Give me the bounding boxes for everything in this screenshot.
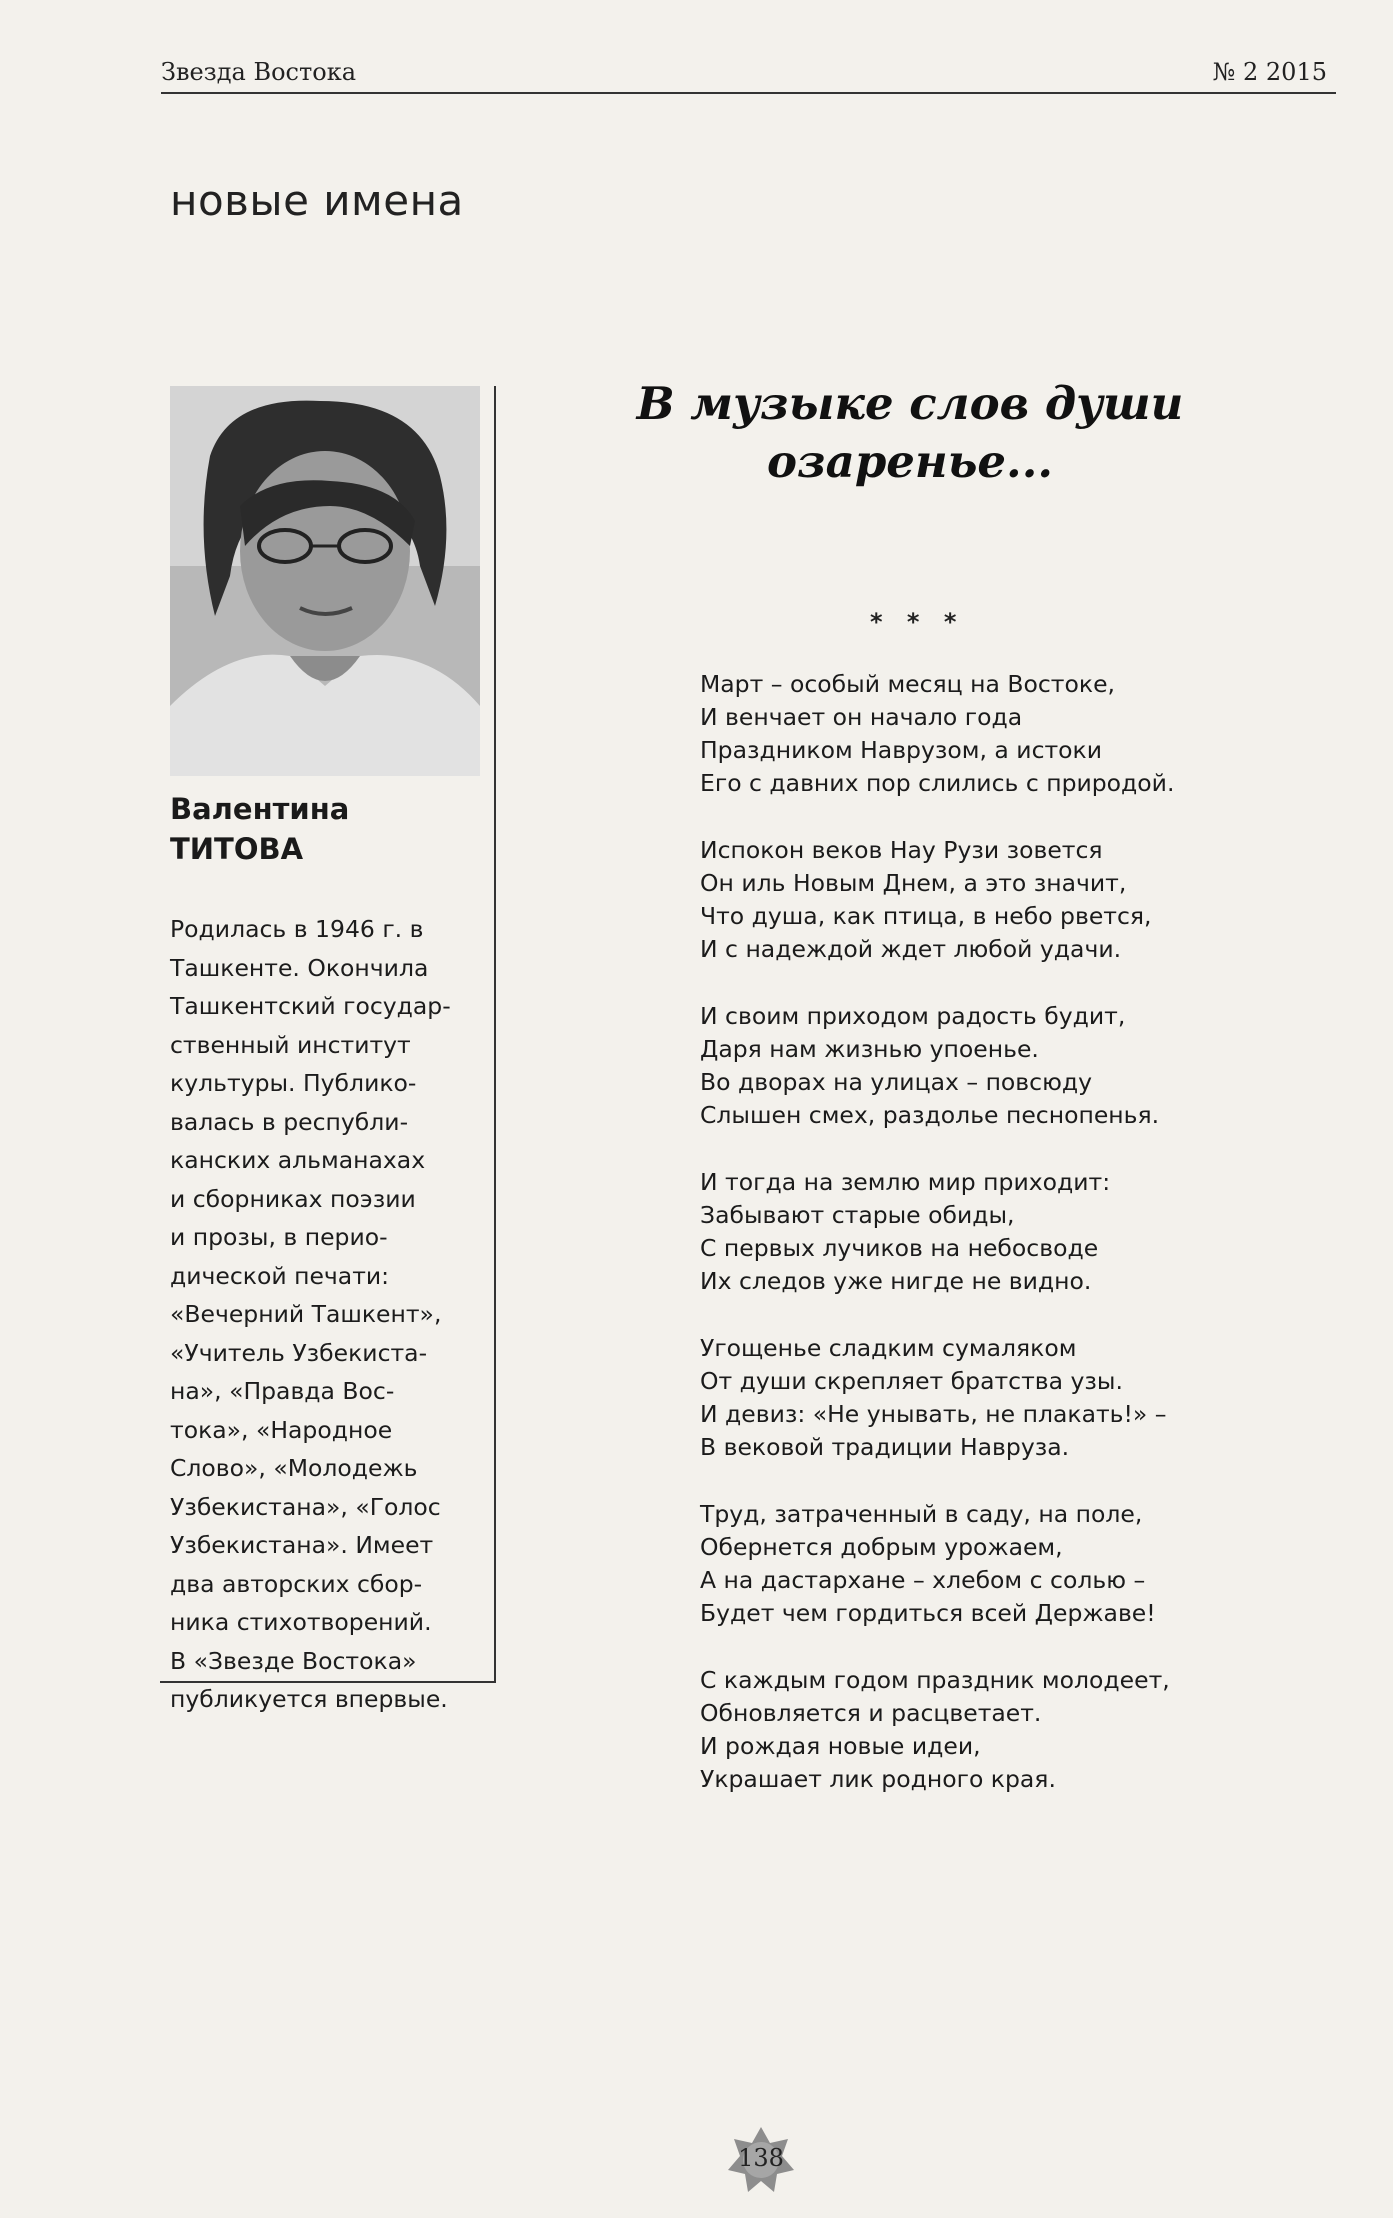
bio-line: и прозы, в перио-	[170, 1223, 388, 1251]
bio-line: «Учитель Узбекиста-	[170, 1338, 428, 1367]
poem-line: Его с давних пор слились с природой.	[700, 769, 1175, 797]
author-portrait-image	[170, 386, 480, 776]
bio-line: дической печати:	[170, 1261, 390, 1290]
poem-line: И тогда на землю мир приходит:	[700, 1168, 1111, 1196]
bio-line: тока», «Народное	[170, 1415, 393, 1444]
poem-line: С первых лучиков на небосводе	[700, 1234, 1099, 1262]
bio-line: на», «Правда Вос-	[170, 1377, 395, 1405]
poem-line: И девиз: «Не унывать, не плакать!» –	[700, 1400, 1167, 1428]
issue-number: № 2 2015	[1212, 58, 1327, 86]
poem-line: Март – особый месяц на Востоке,	[700, 670, 1115, 698]
poem-title	[560, 375, 1260, 491]
poem-line: А на дастархане – хлебом с солью –	[700, 1566, 1146, 1594]
bio-line: канских альманахах	[170, 1146, 426, 1174]
poem-line: Он иль Новым Днем, а это значит,	[700, 869, 1127, 897]
poem-line: Труд, затраченный в саду, на поле,	[700, 1500, 1143, 1528]
poem-stanza	[700, 1332, 1340, 1464]
poem-line: Украшает лик родного края.	[700, 1765, 1056, 1793]
poem-line: Угощенье сладким сумаляком	[700, 1334, 1077, 1362]
poem-line: Будет чем гордиться всей Державе!	[700, 1599, 1156, 1627]
poem-line: И своим приходом радость будит,	[700, 1002, 1126, 1030]
poem-stanza	[700, 834, 1340, 966]
bio-line: и сборниках поэзии	[170, 1184, 416, 1213]
poem-line: И с надеждой ждет любой удачи.	[700, 935, 1122, 963]
page-number-badge	[726, 2125, 796, 2195]
poem-stanza	[700, 1166, 1340, 1298]
poem-title-line: озаренье...	[766, 435, 1054, 488]
poem-line: Их следов уже нигде не видно.	[700, 1267, 1092, 1295]
poem-line: Во дворах на улицах – повсюду	[700, 1068, 1093, 1096]
bio-line: Ташкенте. Окончила	[170, 953, 429, 982]
poem-line: Обновляется и расцветает.	[700, 1699, 1042, 1727]
author-first-name: Валентина	[170, 792, 350, 826]
bio-line: культуры. Публико-	[170, 1069, 417, 1097]
poem-text	[700, 668, 1340, 1830]
header-divider	[161, 92, 1336, 94]
poem-line: И рождая новые идеи,	[700, 1732, 981, 1760]
poem-line: Слышен смех, раздолье песнопенья.	[700, 1101, 1160, 1129]
author-last-name: ТИТОВА	[170, 832, 304, 866]
poem-line: В вековой традиции Навруза.	[700, 1433, 1070, 1461]
page-number: 138	[738, 2144, 784, 2172]
author-biography	[170, 910, 480, 1719]
poem-asterisks: * * *	[870, 608, 965, 636]
poem-stanza	[700, 1498, 1340, 1630]
poem-stanza	[700, 1000, 1340, 1132]
poem-line: Праздником Наврузом, а истоки	[700, 736, 1103, 764]
magazine-name: Звезда Востока	[161, 58, 357, 86]
poem-line: Испокон веков Нау Рузи зовется	[700, 836, 1103, 864]
bio-line: два авторских сбор-	[170, 1569, 423, 1598]
poem-line: И венчает он начало года	[700, 703, 1023, 731]
column-divider	[494, 386, 496, 1681]
poem-stanza	[700, 668, 1340, 800]
bio-line: «Вечерний Ташкент»,	[170, 1300, 442, 1328]
poem-line: От души скрепляет братства узы.	[700, 1367, 1123, 1395]
bio-line: Узбекистана», «Голос	[170, 1492, 441, 1521]
bio-line: валась в республи-	[170, 1107, 409, 1136]
bio-line: публикуется впервые.	[170, 1685, 448, 1713]
poem-line: Даря нам жизнью упоенье.	[700, 1035, 1039, 1063]
bio-line: Ташкентский государ-	[170, 992, 451, 1020]
bio-line: Узбекистана». Имеет	[170, 1531, 434, 1559]
bio-line: Слово», «Молодежь	[170, 1454, 418, 1482]
poem-title-line: В музыке слов души	[636, 377, 1184, 430]
poem-line: С каждым годом праздник молодеет,	[700, 1666, 1170, 1694]
bio-line: В «Звезде Востока»	[170, 1646, 417, 1675]
poem-stanza	[700, 1664, 1340, 1796]
section-title: новые имена	[170, 176, 464, 225]
bio-line: Родилась в 1946 г. в	[170, 915, 424, 943]
poem-line: Обернется добрым урожаем,	[700, 1533, 1063, 1561]
poem-line: Что душа, как птица, в небо рвется,	[700, 902, 1152, 930]
bio-line: ственный институт	[170, 1030, 411, 1059]
bio-line: ника стихотворений.	[170, 1608, 432, 1636]
poem-line: Забывают старые обиды,	[700, 1201, 1015, 1229]
author-photo	[170, 386, 480, 776]
